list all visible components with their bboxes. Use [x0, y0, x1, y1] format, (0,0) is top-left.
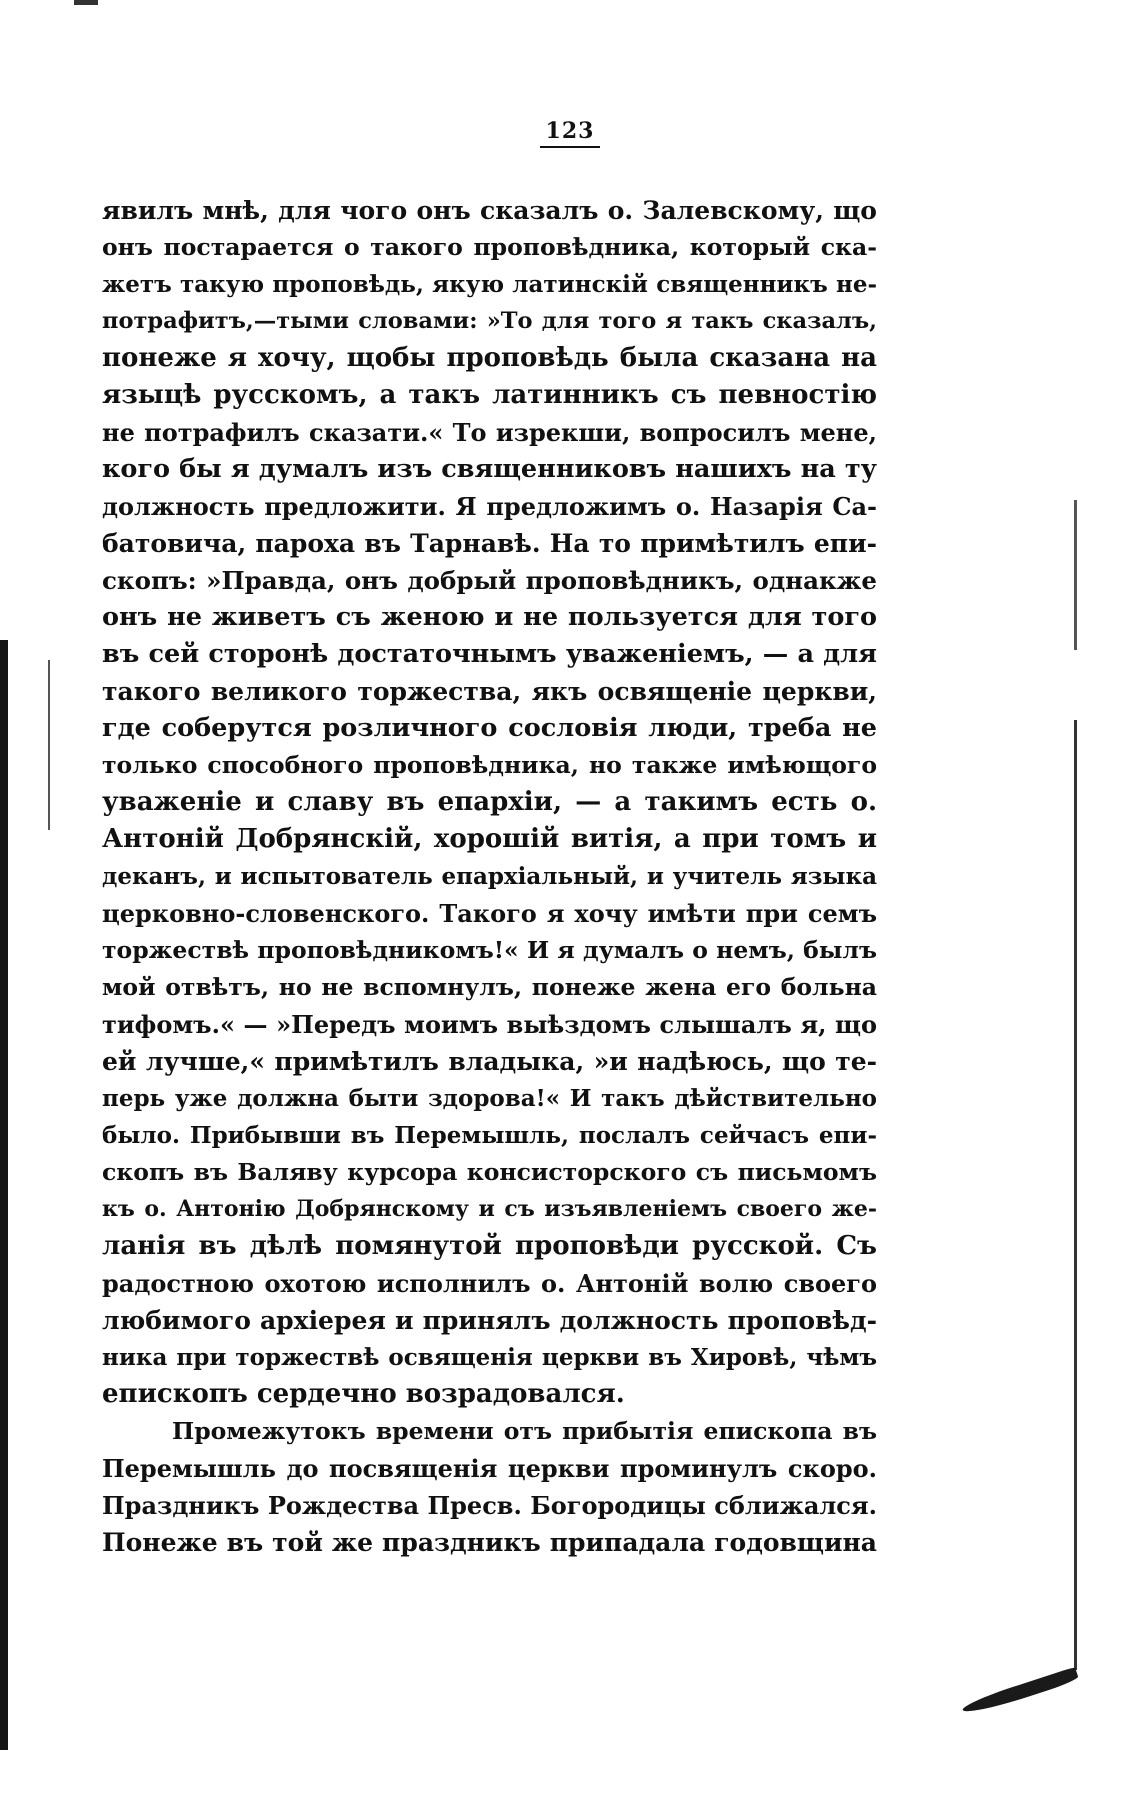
text-line: батовича, пароха въ Тарнавѣ. На то примѣтилъ епи- — [102, 529, 877, 558]
text-line: ей лучше,« примѣтилъ владыка, »и надѣюсь, що те- — [102, 1047, 877, 1076]
text-line: такого великого торжества, якъ освященіе церкви, — [102, 677, 877, 706]
text-line: ника при торжествѣ освященія церкви въ Хировѣ, чѣмъ — [102, 1344, 877, 1371]
scan-corner-mark — [74, 0, 98, 5]
text-line: мой отвѣтъ, но не вспомнулъ, понеже жена его больна — [102, 973, 877, 1001]
text-line: деканъ, и испытователь епархіальный, и учитель языка — [102, 863, 877, 890]
text-line: къ о. Антонію Добрянскому и съ изъявленіемъ своего же- — [102, 1196, 877, 1222]
scan-right-edge-upper — [1074, 500, 1077, 650]
text-line: не потрафилъ сказати.« То изрекши, вопросилъ мене, — [102, 418, 877, 447]
text-line: онъ не живетъ съ женою и не пользуется для того — [102, 602, 877, 632]
paragraph-end-line: епископъ сердечно возрадовался. — [102, 1379, 625, 1409]
text-line: въ сей сторонѣ достаточнымъ уваженіемъ, — а для — [102, 639, 877, 669]
page-number-text: 123 — [540, 118, 601, 148]
text-line: было. Прибывши въ Перемышль, послалъ сейчасъ епи- — [102, 1122, 877, 1149]
text-line: уваженіе и славу въ епархіи, — а такимъ есть о. — [102, 787, 877, 817]
text-line: только способного проповѣдника, но также имѣющого — [102, 751, 877, 779]
text-line: Праздникъ Рождества Пресв. Богородицы сближался. — [102, 1491, 877, 1520]
text-line: Антоній Добрянскій, хорошій витія, а при томъ и — [102, 824, 877, 854]
text-line: Перемышль до посвященія церкви проминулъ скоро. — [102, 1454, 877, 1483]
scan-right-edge — [1074, 720, 1077, 1670]
text-line: любимого архіерея и принялъ должность проповѣд- — [102, 1306, 877, 1335]
text-line: перь уже должна быти здорова!« И такъ дѣйствительно — [102, 1085, 877, 1112]
scan-binding-edge — [0, 640, 8, 1750]
page-number — [0, 118, 1140, 148]
text-line: ланія въ дѣлѣ помянутой проповѣди русской. Съ — [102, 1231, 877, 1261]
paragraph-start-line: Промежутокъ времени отъ прибытія епископа въ — [172, 1417, 877, 1445]
text-line: Понеже въ той же праздникъ припадала годовщина — [102, 1528, 877, 1557]
text-line: потрафитъ,—тыми словами: »То для того я такъ сказалъ, — [102, 308, 877, 334]
text-line: понеже я хочу, щобы проповѣдь была сказана на — [102, 343, 877, 373]
scan-binding-shadow — [48, 660, 50, 830]
text-line: тифомъ.« — »Передъ моимъ выѣздомъ слышалъ я, що — [102, 1010, 877, 1039]
body-text — [102, 192, 877, 1561]
text-line: скопъ: »Правда, онъ добрый проповѣдникъ, однакже — [102, 566, 877, 595]
text-line: должность предложити. Я предложимъ о. Назарія Са- — [102, 492, 877, 521]
text-line: жетъ такую проповѣдь, якую латинскій священникъ не- — [102, 271, 877, 298]
text-line: онъ постарается о такого проповѣдника, который ска- — [102, 233, 877, 261]
text-line: где соберутся розличного сословія люди, треба не — [102, 713, 877, 743]
text-line: скопъ въ Валяву курсора консисторского съ письмомъ — [102, 1158, 877, 1186]
text-line: кого бы я думалъ изъ священниковъ нашихъ на ту — [102, 454, 877, 484]
text-line: церковно-словенского. Такого я хочу имѣти при семъ — [102, 899, 877, 928]
text-line: явилъ мнѣ, для чого онъ сказалъ о. Залевскому, що — [102, 196, 877, 225]
ink-smudge — [961, 1667, 1079, 1717]
text-line: языцѣ русскомъ, а такъ латинникъ съ певностію — [102, 380, 877, 410]
text-line: радостною охотою исполнилъ о. Антоній волю своего — [102, 1269, 877, 1298]
text-line: торжествѣ проповѣдникомъ!« И я думалъ о немъ, былъ — [102, 936, 877, 964]
